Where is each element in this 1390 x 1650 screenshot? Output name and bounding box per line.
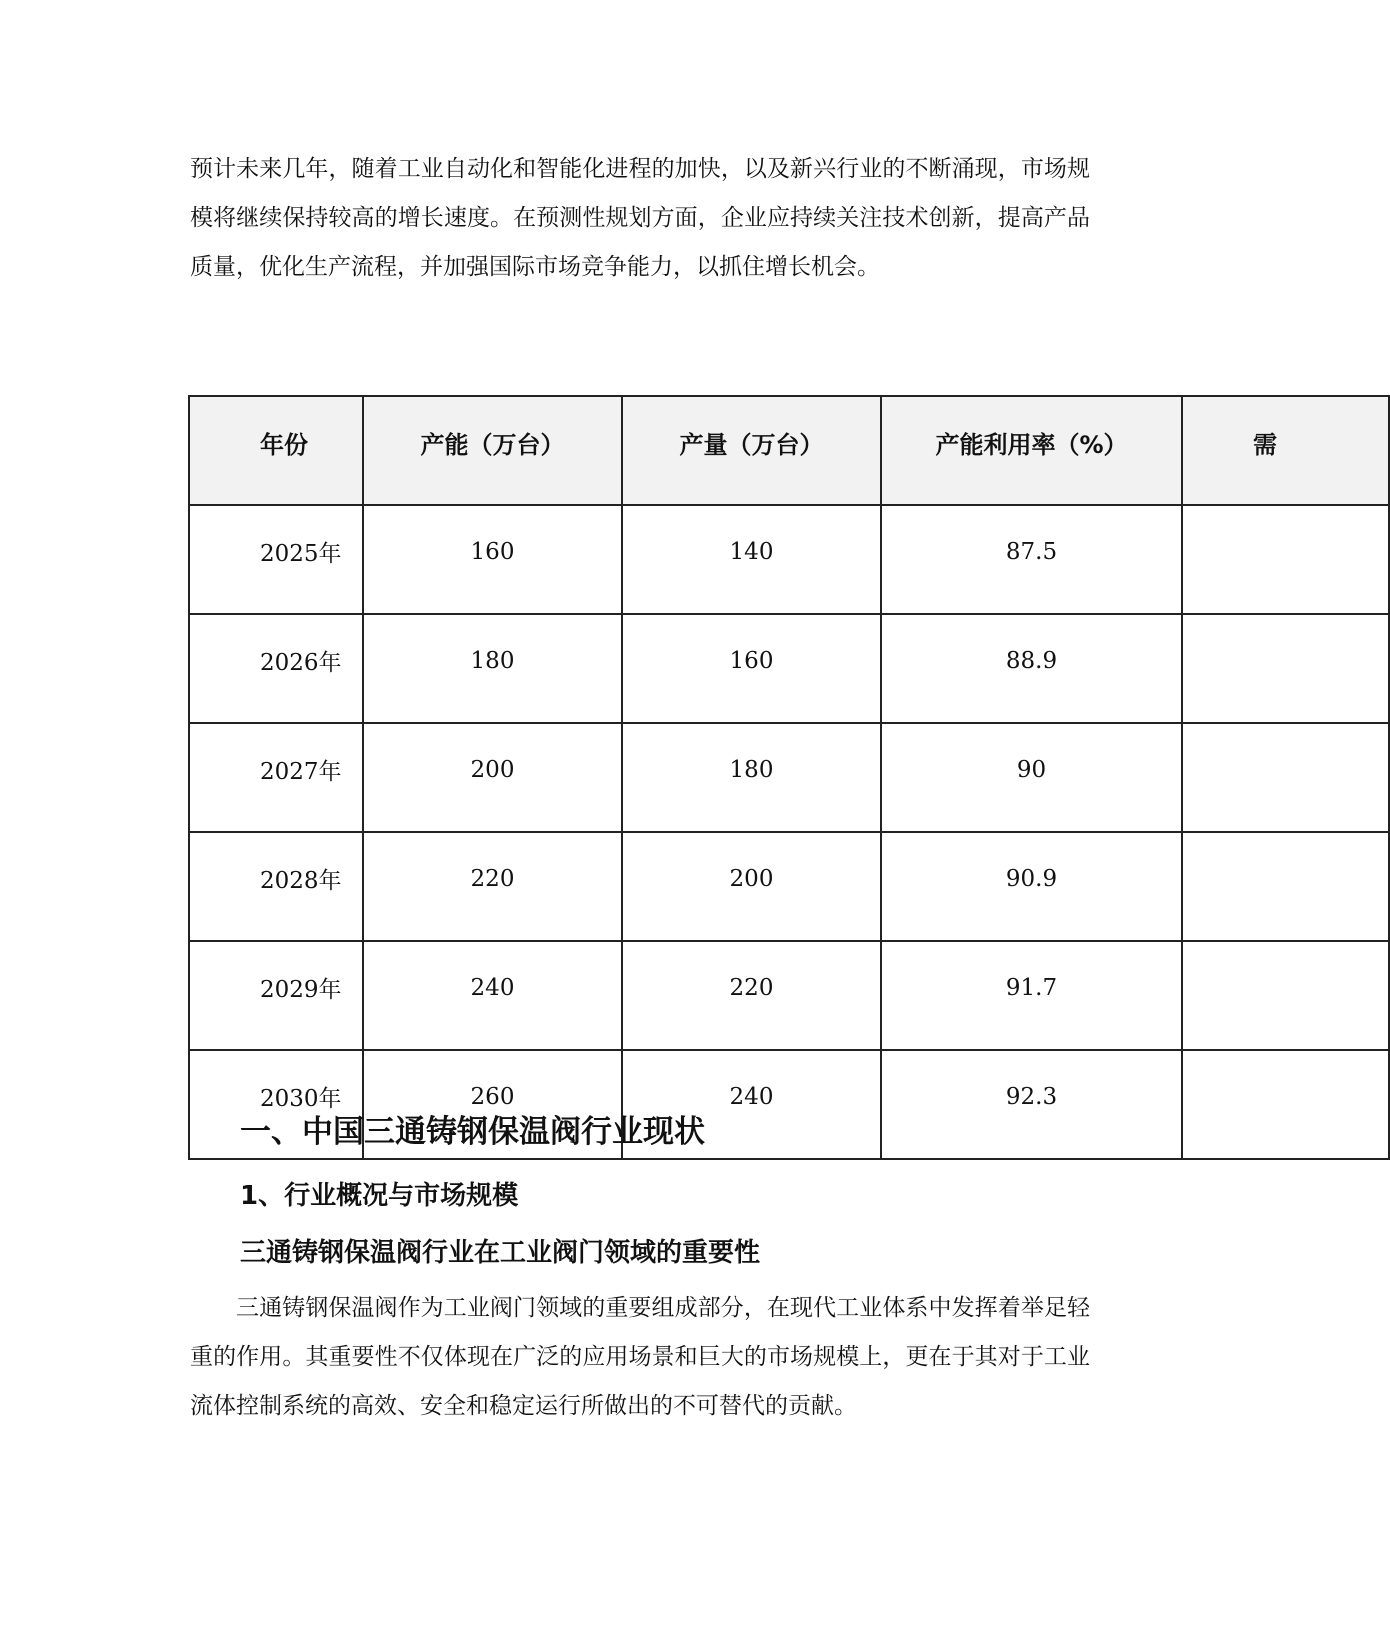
cell-utilization: 87.5 xyxy=(881,505,1182,614)
cell-utilization: 90 xyxy=(881,723,1182,832)
header-capacity: 产能（万台） xyxy=(363,396,622,505)
subsection-heading: 1、行业概况与市场规模 xyxy=(240,1181,519,1211)
cell-utilization: 90.9 xyxy=(881,832,1182,941)
header-output: 产量（万台） xyxy=(622,396,881,505)
cell-capacity: 260 xyxy=(363,1050,622,1159)
header-year: 年份 xyxy=(189,396,363,505)
cell-output: 160 xyxy=(622,614,881,723)
cell-year: 2027年 xyxy=(189,723,363,832)
cell-demand xyxy=(1182,941,1389,1050)
cell-utilization: 92.3 xyxy=(881,1050,1182,1159)
cell-year: 2026年 xyxy=(189,614,363,723)
cell-capacity: 160 xyxy=(363,505,622,614)
topic-heading: 三通铸钢保温阀行业在工业阀门领域的重要性 xyxy=(240,1238,761,1268)
table-row xyxy=(189,505,1389,614)
cell-year: 2025年 xyxy=(189,505,363,614)
intro-paragraph: 预计未来几年，随着工业自动化和智能化进程的加快，以及新兴行业的不断涌现，市场规模将继续保持较高的增长速度。在预测性规划方面，企业应持续关注技术创新，提高产品质量，优化生产流程，并加强国际市场竞争能力，以抓住增长机会。 xyxy=(190,156,1090,280)
cell-capacity: 200 xyxy=(363,723,622,832)
cell-utilization: 88.9 xyxy=(881,614,1182,723)
section-heading: 一、中国三通铸钢保温阀行业现状 xyxy=(240,1114,705,1150)
table-row xyxy=(189,614,1389,723)
header-utilization: 产能利用率（%） xyxy=(881,396,1182,505)
cell-year: 2030年 xyxy=(189,1050,363,1159)
table-row xyxy=(189,832,1389,941)
cell-output: 240 xyxy=(622,1050,881,1159)
cell-capacity: 180 xyxy=(363,614,622,723)
cell-demand xyxy=(1182,832,1389,941)
table-header-row xyxy=(189,396,1389,505)
cell-capacity: 220 xyxy=(363,832,622,941)
cell-output: 200 xyxy=(622,832,881,941)
cell-year: 2029年 xyxy=(189,941,363,1050)
cell-output: 220 xyxy=(622,941,881,1050)
header-demand: 需 xyxy=(1182,396,1389,505)
cell-utilization: 91.7 xyxy=(881,941,1182,1050)
cell-demand xyxy=(1182,505,1389,614)
capacity-table-container xyxy=(188,395,1277,1112)
cell-demand xyxy=(1182,614,1389,723)
cell-demand xyxy=(1182,723,1389,832)
body-paragraph: 三通铸钢保温阀作为工业阀门领域的重要组成部分，在现代工业体系中发挥着举足轻重的作用。其重要性不仅体现在广泛的应用场景和巨大的市场规模上，更在于其对于工业流体控制系统的高效、安全和稳定运行所做出的不可替代的贡献。 xyxy=(190,1295,1090,1419)
capacity-table xyxy=(188,395,1390,1160)
table-row xyxy=(189,723,1389,832)
cell-output: 140 xyxy=(622,505,881,614)
cell-capacity: 240 xyxy=(363,941,622,1050)
cell-year: 2028年 xyxy=(189,832,363,941)
cell-output: 180 xyxy=(622,723,881,832)
cell-demand xyxy=(1182,1050,1389,1159)
table-row xyxy=(189,941,1389,1050)
